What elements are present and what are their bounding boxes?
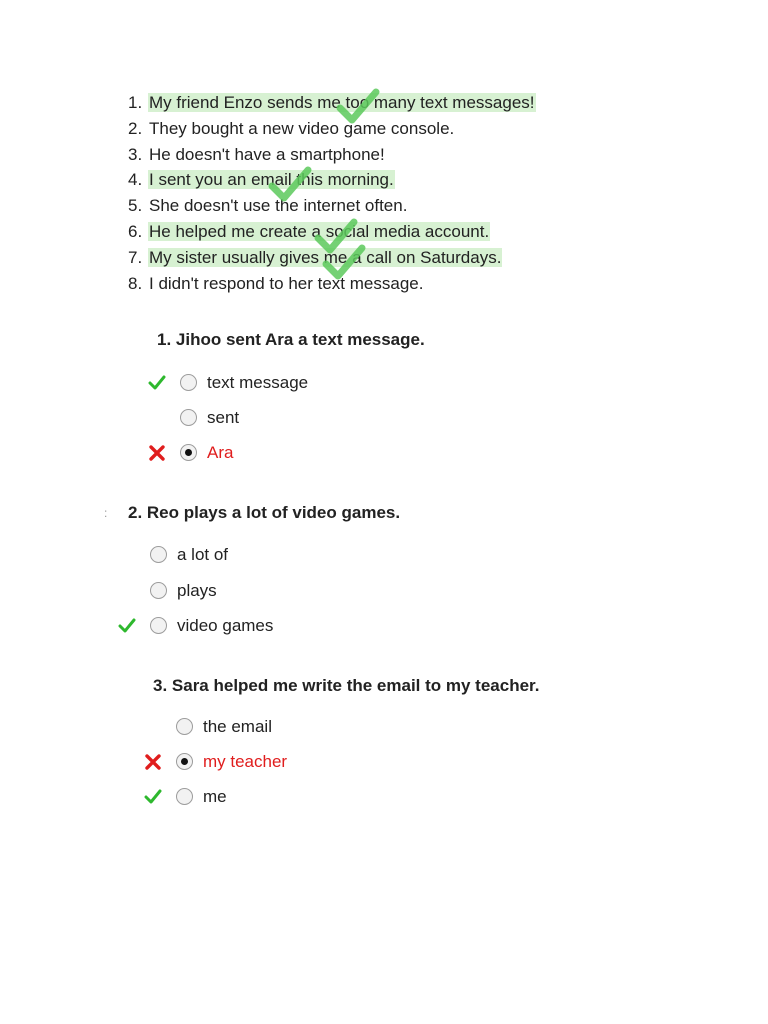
check-icon bbox=[144, 788, 162, 806]
sentence-number: 7. bbox=[128, 247, 143, 267]
radio-button[interactable] bbox=[180, 444, 197, 461]
check-icon bbox=[148, 374, 166, 392]
radio-button[interactable] bbox=[180, 409, 197, 426]
check-icon bbox=[268, 164, 312, 204]
question-title: 2. Reo plays a lot of video games. bbox=[128, 503, 401, 522]
option-me[interactable] bbox=[144, 786, 364, 808]
option-a-lot-of[interactable] bbox=[118, 544, 338, 566]
radio-button[interactable] bbox=[176, 788, 193, 805]
option-label: video games bbox=[177, 616, 274, 635]
margin-marker: : bbox=[104, 506, 108, 520]
question-title: 3. Sara helped me write the email to my teacher. bbox=[153, 676, 540, 695]
radio-button[interactable] bbox=[176, 718, 193, 735]
radio-button[interactable] bbox=[150, 582, 167, 599]
option-the-email[interactable] bbox=[144, 716, 364, 738]
radio-button[interactable] bbox=[176, 753, 193, 770]
sentence-number: 8. bbox=[128, 273, 143, 293]
option-video-games[interactable] bbox=[118, 615, 338, 637]
option-my-teacher[interactable] bbox=[144, 751, 364, 773]
sentence-item bbox=[128, 142, 536, 168]
sentence-item bbox=[128, 167, 536, 193]
option-sent[interactable] bbox=[148, 407, 368, 429]
option-ara[interactable] bbox=[148, 442, 368, 464]
radio-button[interactable] bbox=[180, 374, 197, 391]
sentence-text: He doesn't have a smartphone! bbox=[149, 144, 385, 164]
cross-icon bbox=[148, 444, 166, 462]
option-label: my teacher bbox=[203, 752, 288, 771]
option-label: a lot of bbox=[177, 545, 229, 564]
option-label: Ara bbox=[207, 443, 234, 462]
sentence-text: My friend Enzo sends me too many text messages! bbox=[149, 93, 535, 112]
sentence-number: 4. bbox=[128, 170, 143, 190]
sentence-text: They bought a new video game console. bbox=[149, 118, 455, 138]
option-label: sent bbox=[207, 408, 240, 427]
sentence-text: I sent you an email this morning. bbox=[149, 170, 394, 190]
sentence-text: My sister usually gives me a call on Saturdays. bbox=[149, 247, 502, 267]
check-icon bbox=[118, 617, 136, 635]
option-label: the email bbox=[203, 717, 272, 736]
option-label: text message bbox=[207, 373, 309, 392]
radio-button[interactable] bbox=[150, 617, 167, 634]
option-plays[interactable] bbox=[118, 580, 338, 602]
sentence-number: 3. bbox=[128, 144, 143, 164]
option-text-message[interactable] bbox=[148, 372, 368, 394]
sentence-text: He helped me create a social media account. bbox=[149, 221, 490, 241]
cross-icon bbox=[144, 753, 162, 771]
sentence-number: 6. bbox=[128, 221, 143, 241]
sentence-item bbox=[128, 90, 536, 116]
question-title: 1. Jihoo sent Ara a text message. bbox=[157, 330, 425, 349]
check-icon bbox=[322, 242, 366, 282]
check-icon bbox=[336, 86, 380, 126]
radio-button[interactable] bbox=[150, 546, 167, 563]
sentence-number: 1. bbox=[128, 93, 143, 112]
sentence-text: She doesn't use the internet often. bbox=[149, 196, 408, 216]
sentence-item bbox=[128, 116, 536, 142]
option-label: plays bbox=[177, 581, 217, 600]
sentence-number: 5. bbox=[128, 196, 143, 216]
option-label: me bbox=[203, 787, 227, 806]
sentence-number: 2. bbox=[128, 118, 143, 138]
sentence-text: I didn't respond to her text message. bbox=[149, 273, 424, 293]
